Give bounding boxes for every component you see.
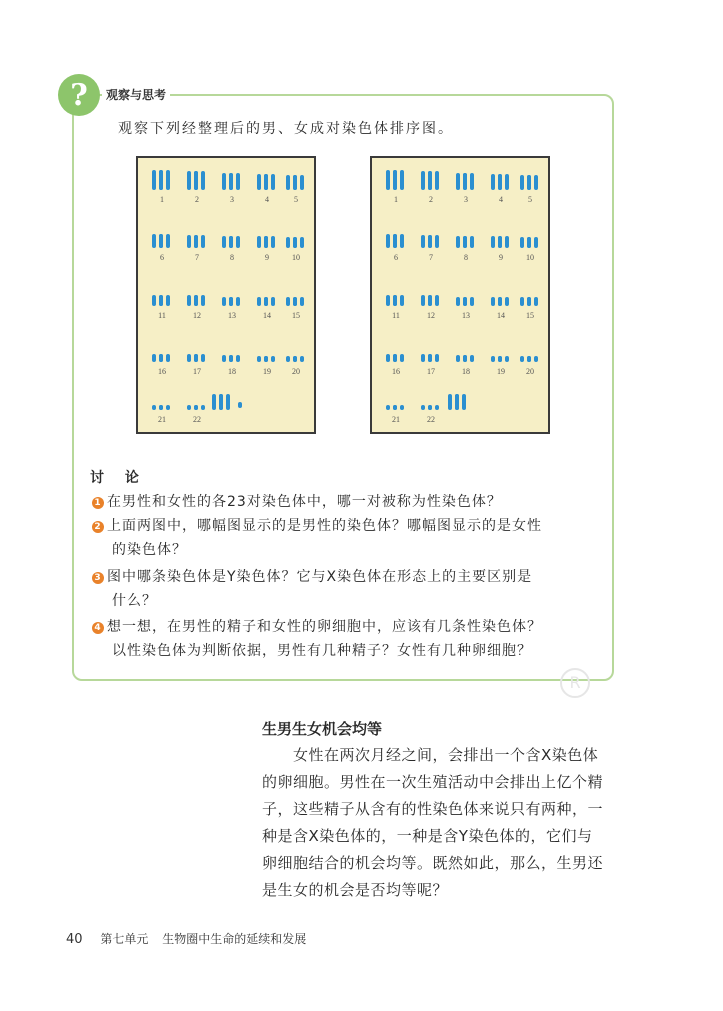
left-chromosome-pair-20 — [286, 356, 304, 362]
karyotype-left-svg — [138, 158, 314, 432]
bullet-4-icon: 4 — [92, 622, 104, 634]
left-pair-label: 12 — [193, 311, 201, 320]
right-pair-label: 12 — [427, 311, 435, 320]
left-pair-label: 2 — [195, 195, 199, 204]
question-1 — [92, 490, 612, 514]
chapter-label: 生物圈中生命的延续和发展 — [162, 932, 307, 946]
right-pair-label: 22 — [427, 415, 435, 424]
discussion-heading: 讨 论 — [90, 470, 147, 486]
left-chromosome-pair-14 — [257, 297, 275, 306]
left-pair-label: 9 — [265, 253, 269, 262]
right-pair-label: 5 — [528, 195, 532, 204]
question-4-line-2: 以性染色体为判断依据，男性有几种精子？女性有几种卵细胞？ — [112, 643, 532, 659]
left-pair-label: 6 — [160, 253, 164, 262]
left-pair-label: 20 — [292, 367, 300, 376]
question-3-line-1: 图中哪条染色体是Y染色体？它与X染色体在形态上的主要区别是 — [107, 569, 533, 585]
right-pair-label: 7 — [429, 253, 433, 262]
left-pair-label: 19 — [263, 367, 271, 376]
right-pair-label: 2 — [429, 195, 433, 204]
question-2 — [92, 514, 612, 562]
left-chromosome-pair-11 — [152, 295, 170, 306]
left-chromosome-pair-7 — [187, 235, 205, 248]
right-pair-label: 6 — [394, 253, 398, 262]
right-pair-label: 1 — [394, 195, 398, 204]
right-chromosome-pair-22 — [421, 405, 439, 410]
left-pair-label: 5 — [294, 195, 298, 204]
left-pair-label: 21 — [158, 415, 166, 424]
para-line: 种是含X染色体的，一种是含Y染色体的，它们与 — [262, 827, 593, 845]
right-chromosome-pair-18 — [456, 355, 474, 362]
left-chromosome-pair-12 — [187, 295, 205, 306]
right-pair-label: 16 — [392, 367, 400, 376]
left-chromosome-pair-15 — [286, 297, 304, 306]
bullet-1-icon: 1 — [92, 497, 104, 509]
right-chromosome-pair-19 — [491, 356, 509, 362]
left-chromosome-pair-10 — [286, 237, 304, 248]
left-chromosome-pair-5 — [286, 175, 304, 190]
left-chromosome-pair-17 — [187, 354, 205, 362]
right-chromosome-pair-13 — [456, 297, 474, 306]
question-4-line-1: 想一想，在男性的精子和女性的卵细胞中，应该有几条性染色体？ — [107, 619, 542, 635]
box-title: 观察与思考 — [102, 86, 170, 103]
left-pair-label: 14 — [263, 311, 271, 320]
left-pair-label: 7 — [195, 253, 199, 262]
page-footer — [66, 930, 306, 947]
question-2-line-1: 上面两图中，哪幅图显示的是男性的染色体？哪幅图显示的是女性 — [107, 518, 542, 534]
para-line: 女性在两次月经之间，会排出一个含X染色体 — [262, 746, 599, 764]
right-pair-label: 3 — [464, 195, 468, 204]
left-sex-chromosome-x — [212, 394, 230, 410]
left-pair-label: 1 — [160, 195, 164, 204]
right-chromosome-pair-8 — [456, 236, 474, 248]
left-pair-label: 4 — [265, 195, 269, 204]
left-chromosome-pair-16 — [152, 354, 170, 362]
right-pair-label: 14 — [497, 311, 505, 320]
right-chromosome-pair-12 — [421, 295, 439, 306]
unit-label: 第七单元 — [100, 932, 149, 946]
para-line: 的卵细胞。男性在一次生殖活动中会排出上亿个精 — [262, 773, 604, 791]
left-chromosome-pair-2 — [187, 171, 205, 190]
right-sex-chromosomes-xx — [448, 394, 466, 410]
section-paragraph — [262, 742, 622, 904]
left-pair-label: 8 — [230, 253, 234, 262]
right-chromosome-pair-5 — [520, 175, 538, 190]
left-chromosome-pair-1 — [152, 170, 170, 190]
page-number: 40 — [66, 932, 83, 947]
right-pair-label: 17 — [427, 367, 435, 376]
question-1-line-1: 在男性和女性的各23对染色体中，哪一对被称为性染色体？ — [107, 494, 502, 510]
left-chromosome-pair-8 — [222, 236, 240, 248]
right-pair-label: 4 — [499, 195, 503, 204]
question-mark-icon: ? — [58, 74, 100, 116]
right-pair-label: 21 — [392, 415, 400, 424]
right-pair-label: 8 — [464, 253, 468, 262]
section-title: 生男生女机会均等 — [262, 720, 383, 738]
right-chromosome-pair-10 — [520, 237, 538, 248]
para-line: 子，这些精子从含有的性染色体来说只有两种，一 — [262, 800, 604, 818]
left-chromosome-pair-22 — [187, 405, 205, 410]
right-chromosome-pair-16 — [386, 354, 404, 362]
right-chromosome-pair-20 — [520, 356, 538, 362]
question-2-line-2: 的染色体？ — [112, 542, 187, 558]
question-3 — [92, 565, 612, 613]
right-pair-label: 11 — [392, 311, 400, 320]
right-chromosome-pair-1 — [386, 170, 404, 190]
right-pair-label: 19 — [497, 367, 505, 376]
left-pair-label: 18 — [228, 367, 236, 376]
bullet-2-icon: 2 — [92, 521, 104, 533]
box-intro: 观察下列经整理后的男、女成对染色体排序图。 — [118, 121, 454, 137]
left-chromosome-pair-4 — [257, 174, 275, 190]
right-pair-label: 9 — [499, 253, 503, 262]
right-pair-label: 18 — [462, 367, 470, 376]
right-chromosome-pair-9 — [491, 236, 509, 248]
left-chromosome-pair-18 — [222, 355, 240, 362]
right-chromosome-pair-4 — [491, 174, 509, 190]
left-pair-label: 13 — [228, 311, 236, 320]
left-pair-label: 3 — [230, 195, 234, 204]
right-chromosome-pair-11 — [386, 295, 404, 306]
right-chromosome-pair-14 — [491, 297, 509, 306]
right-chromosome-pair-6 — [386, 234, 404, 248]
question-3-line-2: 什么？ — [112, 593, 157, 609]
karyotype-right-svg — [372, 158, 548, 432]
right-chromosome-pair-15 — [520, 297, 538, 306]
right-pair-label: 13 — [462, 311, 470, 320]
left-pair-label: 11 — [158, 311, 166, 320]
left-pair-label: 15 — [292, 311, 300, 320]
right-chromosome-pair-21 — [386, 405, 404, 410]
left-chromosome-pair-9 — [257, 236, 275, 248]
karyotype-left — [136, 156, 316, 434]
question-4 — [92, 615, 612, 663]
karyotype-right — [370, 156, 550, 434]
left-chromosome-pair-21 — [152, 405, 170, 410]
right-chromosome-pair-7 — [421, 235, 439, 248]
right-pair-label: 10 — [526, 253, 534, 262]
right-pair-label: 20 — [526, 367, 534, 376]
right-chromosome-pair-17 — [421, 354, 439, 362]
right-pair-label: 15 — [526, 311, 534, 320]
left-pair-label: 10 — [292, 253, 300, 262]
bullet-3-icon: 3 — [92, 572, 104, 584]
right-chromosome-pair-2 — [421, 171, 439, 190]
left-pair-label: 16 — [158, 367, 166, 376]
left-chromosome-pair-6 — [152, 234, 170, 248]
left-chromosome-pair-3 — [222, 173, 240, 190]
para-line: 是生女的机会是否均等呢？ — [262, 881, 449, 899]
left-pair-label: 22 — [193, 415, 201, 424]
registered-mark-icon: R — [560, 668, 590, 698]
left-sex-chromosome-y — [238, 402, 242, 408]
left-chromosome-pair-13 — [222, 297, 240, 306]
left-chromosome-pair-19 — [257, 356, 275, 362]
right-chromosome-pair-3 — [456, 173, 474, 190]
para-line: 卵细胞结合的机会均等。既然如此，那么，生男还 — [262, 854, 604, 872]
left-pair-label: 17 — [193, 367, 201, 376]
